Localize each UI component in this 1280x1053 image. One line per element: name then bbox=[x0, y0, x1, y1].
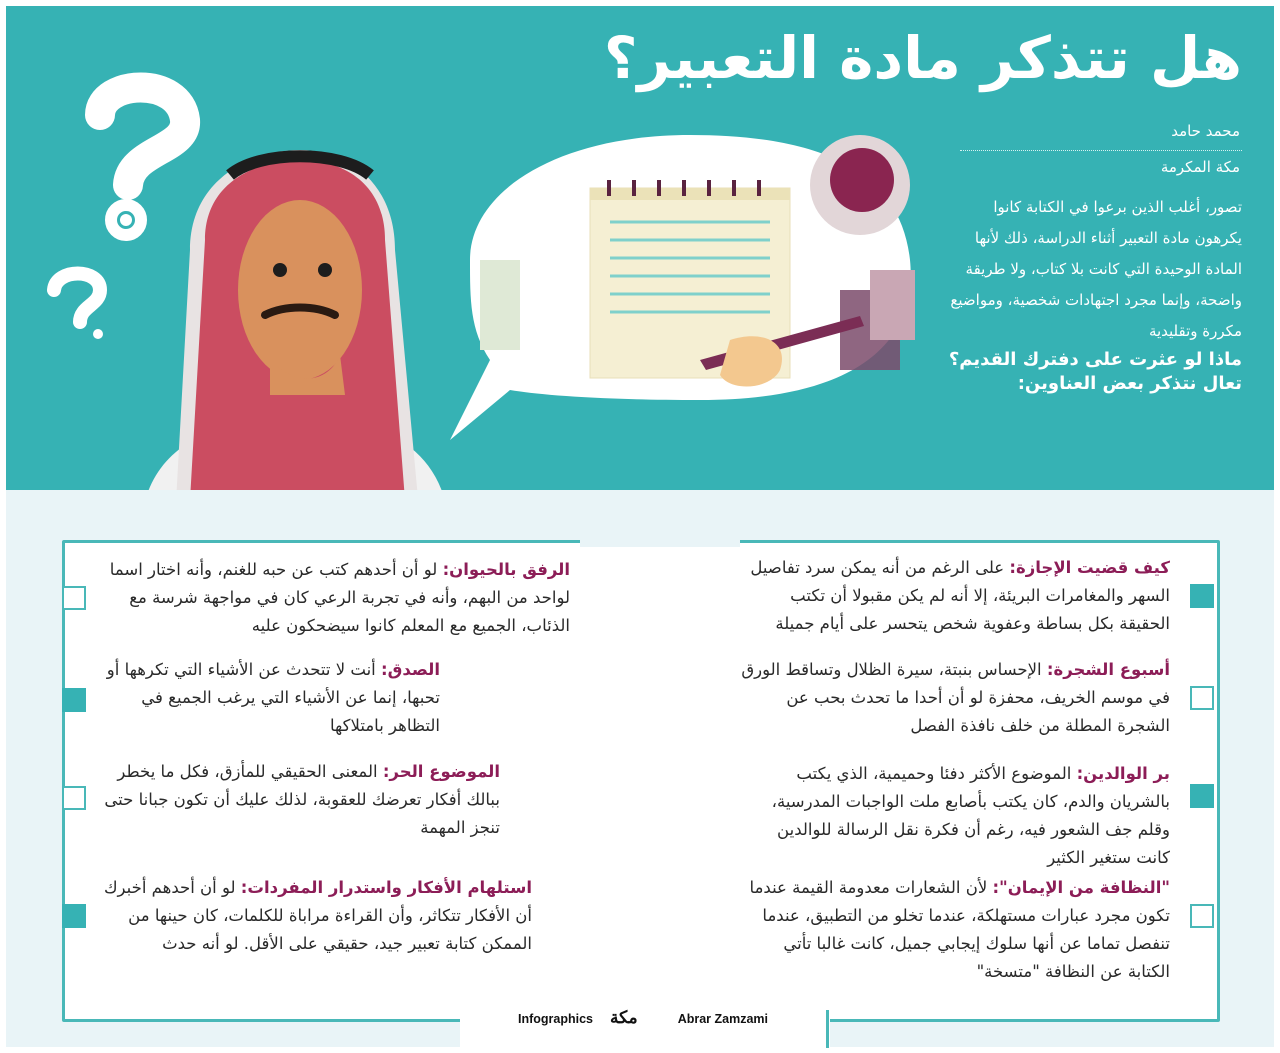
topic-body: لو أن أحدهم كتب عن حبه للغنم، وأنه اختار اسما لواحد من البهم، وأنه في تجربة الرعي كان في مواجهة شرسة مع الذئاب، الجميع مع المعلم كانوا سيضحكون عليه bbox=[109, 560, 570, 635]
topic-marker bbox=[62, 786, 86, 810]
topic-title: "النظافة من الإيمان": bbox=[992, 878, 1170, 897]
topic-marker bbox=[1190, 904, 1214, 928]
topic-title: استلهام الأفكار واستدرار المفردات: bbox=[240, 878, 532, 897]
topic-body: أنت لا تتحدث عن الأشياء التي تكرهها أو تحبها، إنما عن الأشياء التي يرغب الجميع في التظاهر بامتلاكها bbox=[106, 660, 440, 735]
topic-item bbox=[740, 554, 1170, 638]
topic-title: كيف قضيت الإجازة: bbox=[1009, 558, 1170, 577]
topic-item bbox=[740, 760, 1170, 872]
makkah-logo: مكة bbox=[610, 1008, 638, 1027]
topic-marker bbox=[1190, 584, 1214, 608]
topic-title: أسبوع الشجرة: bbox=[1046, 660, 1170, 679]
topic-item bbox=[100, 556, 570, 640]
topic-marker bbox=[1190, 784, 1214, 808]
topic-body: لأن الشعارات معدومة القيمة عندما تكون مجرد عبارات مستهلكة، عندما تخلو من التطبيق، عندما تنفصل تماما عن أنها سلوك إيجابي جميل، كانت غالبا تأتي الكتابة عن النظافة "متسخة" bbox=[749, 878, 1170, 981]
topic-item bbox=[100, 758, 500, 842]
dotted-divider bbox=[960, 150, 1242, 151]
topic-item bbox=[740, 656, 1170, 740]
topic-item bbox=[100, 656, 440, 740]
frame-line bbox=[826, 1010, 829, 1048]
designer-credit: Abrar Zamzami bbox=[677, 1012, 768, 1026]
topic-title: الصدق: bbox=[381, 660, 440, 679]
topic-marker bbox=[62, 688, 86, 712]
topic-item bbox=[740, 874, 1170, 986]
topic-body: على الرغم من أنه يمكن سرد تفاصيل السهر والمغامرات البريئة، إلا أنه لم يكن مقبولا أن تكتب الحقيقة بكل بساطة وعفوية شخص يتحسر على أيام جميلة bbox=[750, 558, 1170, 633]
topic-title: بر الوالدين: bbox=[1076, 764, 1170, 783]
topic-body: المعنى الحقيقي للمأزق، فكل ما يخطر ببالك أفكار تعرضك للعقوبة، لذلك عليك أن تكون جبانا حتى تنجز المهمة bbox=[104, 762, 500, 837]
topic-title: الموضوع الحر: bbox=[382, 762, 500, 781]
credits bbox=[518, 1008, 768, 1034]
location-label: مكة المكرمة bbox=[1160, 158, 1240, 176]
topic-body: الموضوع الأكثر دفئا وحميمية، الذي يكتب بالشريان والدم، كان يكتب بأصابع ملت الواجبات المدرسية، وقلم جف الشعور فيه، رغم أن فكرة نقل الرسالة للوالدين كانت ستغير الكثير bbox=[771, 764, 1170, 867]
topic-title: الرفق بالحيوان: bbox=[442, 560, 570, 579]
author-name: محمد حامد bbox=[1171, 122, 1240, 140]
intro-paragraph: تصور، أغلب الذين برعوا في الكتابة كانوا يكرهون مادة التعبير أثناء الدراسة، ذلك لأنها المادة الوحيدة التي كانت بلا كتاب، ولا طريقة واضحة، وإنما مجرد اجتهادات شخصية، ومواضيع مكررة وتقليدية bbox=[950, 198, 1242, 340]
infographics-credit: Infographics bbox=[518, 1012, 594, 1026]
topic-body: الإحساس بنبتة، سيرة الظلال وتساقط الورق في موسم الخريف، محفزة لو أن أحدا ما تحدث بحب عن الشجرة المطلة من خلف نافذة الفصل bbox=[741, 660, 1170, 735]
page-title: هل تتذكر مادة التعبير؟ bbox=[603, 24, 1242, 92]
topic-marker bbox=[62, 586, 86, 610]
frame-gap bbox=[580, 535, 740, 547]
topic-body: لو أن أحدهم أخبرك أن الأفكار تتكاثر، وأن القراءة مراباة للكلمات، كان حينها من الممكن كتابة تعبير جيد، حقيقي على الأقل. لو أنه حدث bbox=[103, 878, 532, 953]
topic-marker bbox=[1190, 686, 1214, 710]
topic-item bbox=[100, 874, 532, 958]
lead-question: ماذا لو عثرت على دفترك القديم؟ تعال نتذكر بعض العناوين: bbox=[948, 349, 1242, 394]
topic-marker bbox=[62, 904, 86, 928]
